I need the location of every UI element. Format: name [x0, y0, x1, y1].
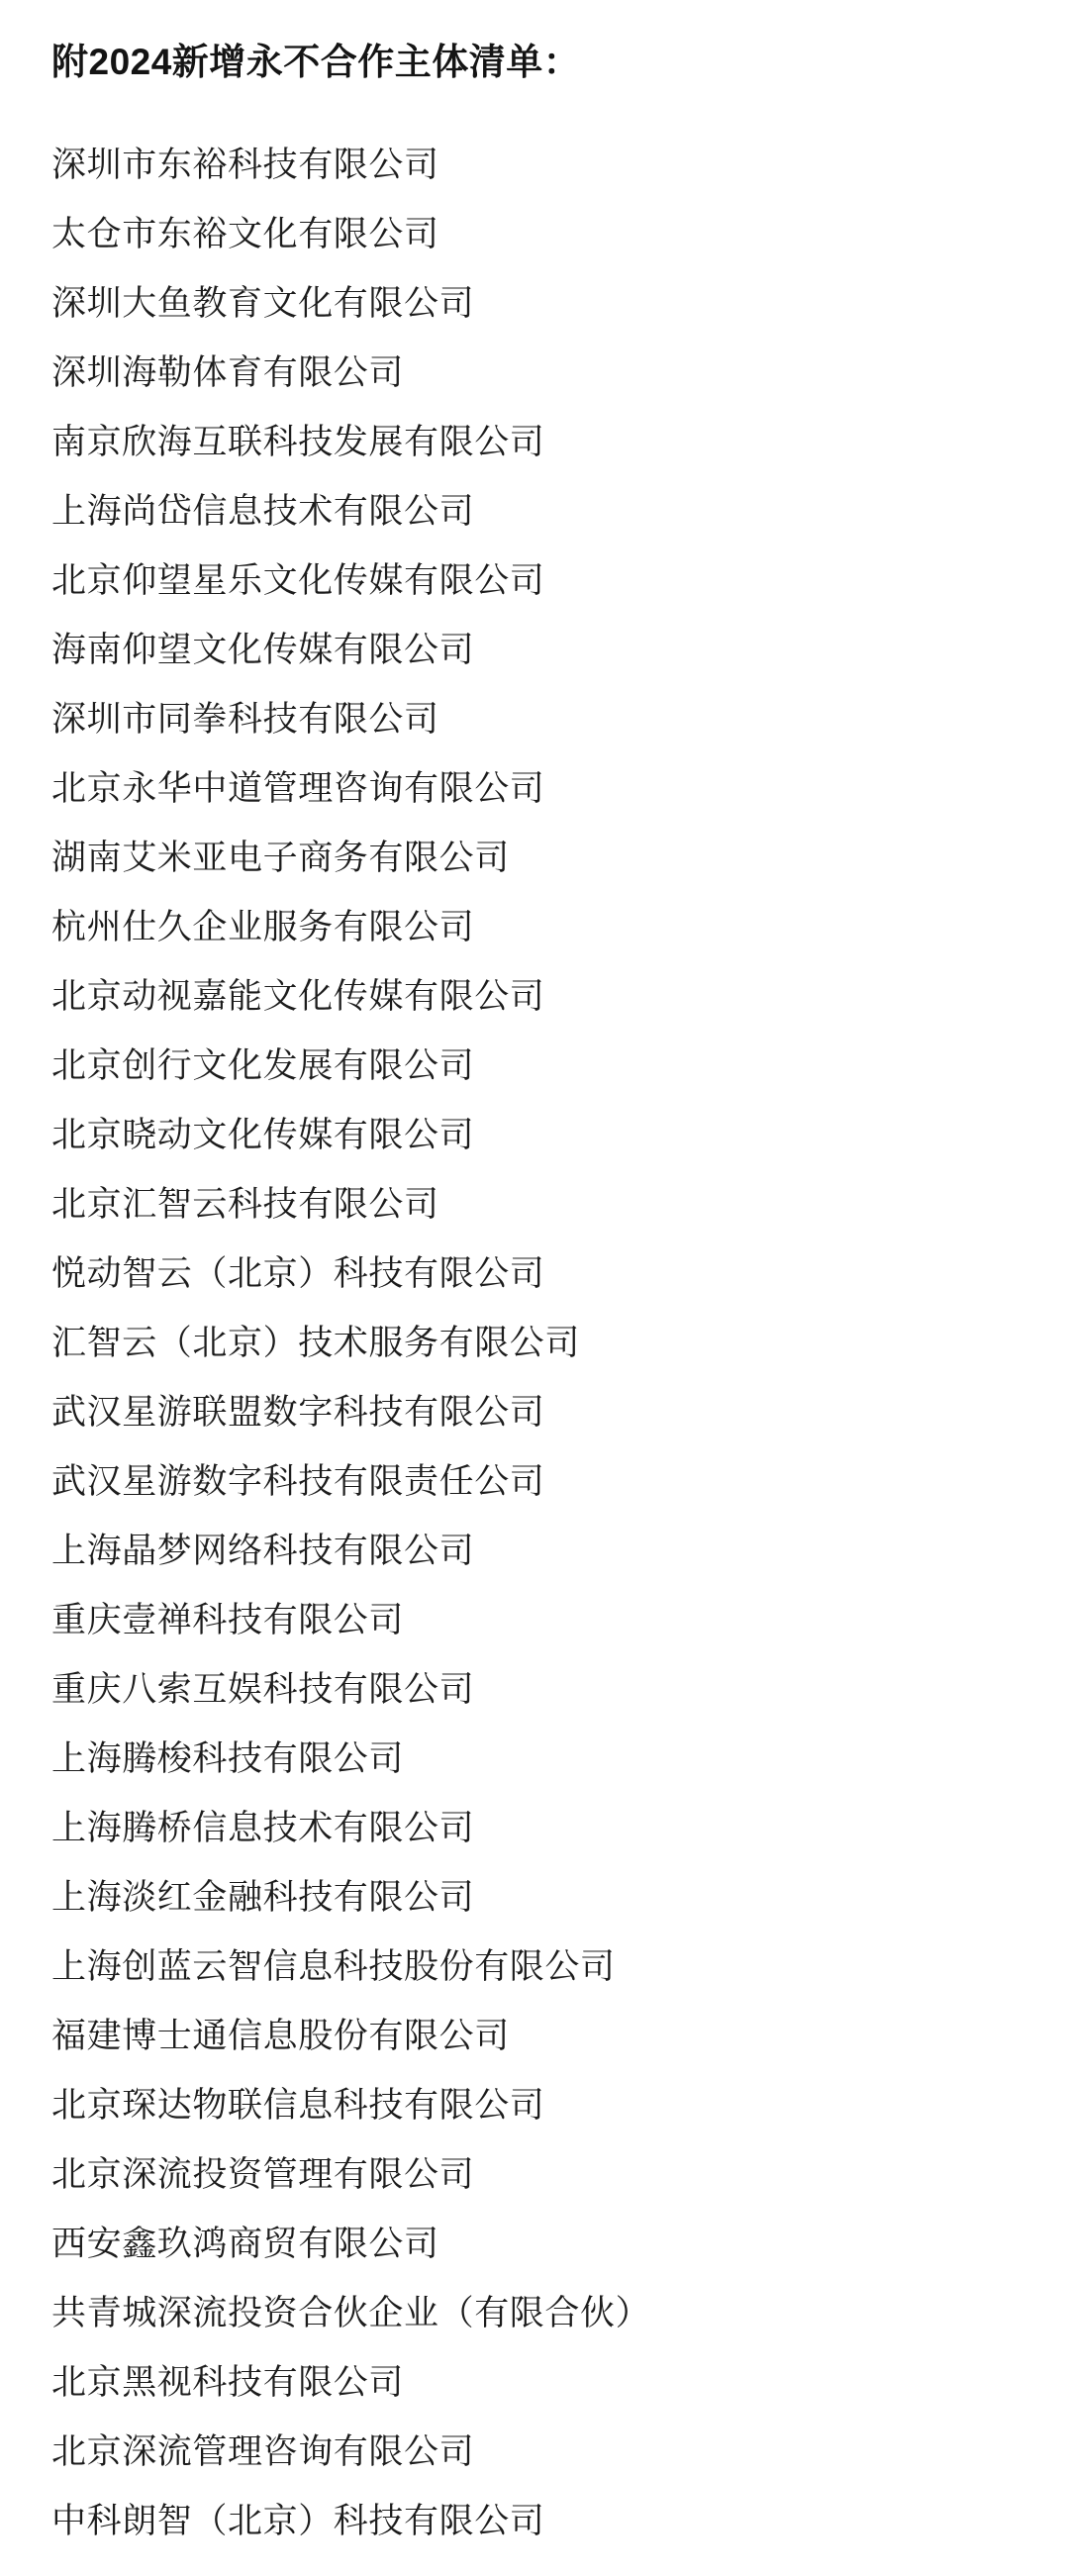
list-item: 北京晓动文化传媒有限公司 [51, 1116, 475, 1155]
list-item: 上海腾桥信息技术有限公司 [51, 1809, 475, 1848]
list-item: 深圳市同拳科技有限公司 [51, 700, 439, 740]
list-item: 北京深流投资管理有限公司 [51, 2155, 475, 2195]
list-item: 上海淡红金融科技有限公司 [51, 1878, 475, 1918]
list-item: 南京欣海互联科技发展有限公司 [51, 423, 545, 462]
list-item: 北京琛达物联信息科技有限公司 [51, 2086, 545, 2126]
list-item: 深圳市东裕科技有限公司 [51, 146, 439, 185]
list-item: 北京深流管理咨询有限公司 [51, 2432, 475, 2472]
list-item: 汇智云（北京）技术服务有限公司 [51, 1324, 581, 1363]
list-item: 北京仰望星乐文化传媒有限公司 [51, 561, 545, 601]
list-item: 武汉星游联盟数字科技有限公司 [51, 1393, 545, 1433]
list-item: 深圳海勒体育有限公司 [51, 353, 405, 393]
list-item: 北京动视嘉能文化传媒有限公司 [51, 977, 545, 1017]
list-item: 湖南艾米亚电子商务有限公司 [51, 839, 510, 878]
list-item: 中科朗智（北京）科技有限公司 [51, 2502, 545, 2541]
list-item: 深圳大鱼教育文化有限公司 [51, 284, 475, 324]
list-item: 悦动智云（北京）科技有限公司 [51, 1254, 545, 1294]
list-item: 北京黑视科技有限公司 [51, 2363, 405, 2403]
list-item: 福建博士通信息股份有限公司 [51, 2017, 510, 2056]
entity-list [51, 131, 1018, 2556]
list-item: 重庆八索互娱科技有限公司 [51, 1670, 475, 1710]
list-item: 共青城深流投资合伙企业（有限合伙） [51, 2294, 651, 2333]
list-item: 上海腾梭科技有限公司 [51, 1739, 405, 1779]
list-item: 海南仰望文化传媒有限公司 [51, 631, 475, 670]
list-item: 上海创蓝云智信息科技股份有限公司 [51, 1947, 616, 1987]
list-item: 西安鑫玖鸿商贸有限公司 [51, 2225, 439, 2264]
list-item: 重庆壹禅科技有限公司 [51, 1601, 405, 1640]
list-item: 北京创行文化发展有限公司 [51, 1046, 475, 1086]
list-item: 北京汇智云科技有限公司 [51, 1185, 439, 1225]
list-item: 杭州仕久企业服务有限公司 [51, 908, 475, 947]
page-title: 附2024新增永不合作主体清单： [51, 42, 581, 82]
list-item: 太仓市东裕文化有限公司 [51, 215, 439, 254]
list-item: 武汉星游数字科技有限责任公司 [51, 1462, 545, 1502]
list-item: 北京永华中道管理咨询有限公司 [51, 769, 545, 809]
list-item: 上海晶梦网络科技有限公司 [51, 1532, 475, 1571]
list-item: 上海尚岱信息技术有限公司 [51, 492, 475, 532]
